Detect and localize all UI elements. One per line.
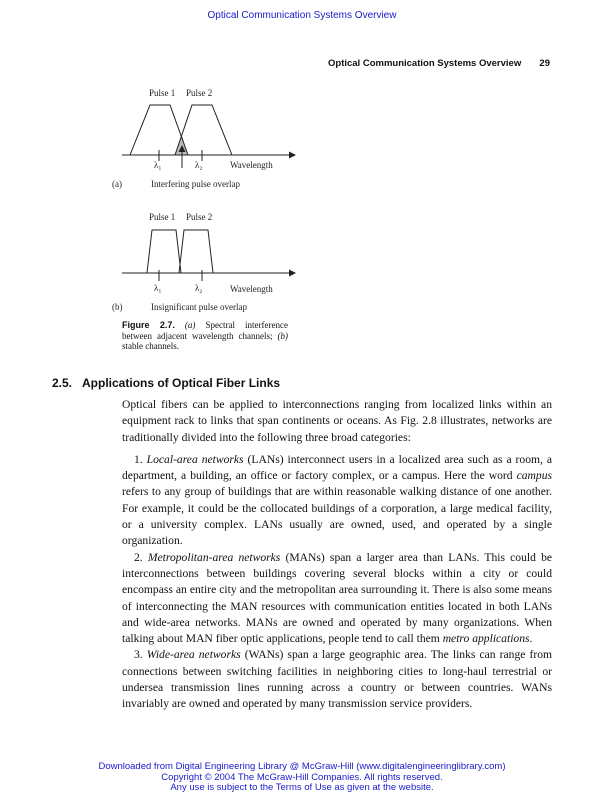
- footer-line-3[interactable]: Any use is subject to the Terms of Use as given at the website.: [170, 782, 434, 793]
- body-text: [122, 397, 552, 713]
- p3-text-a: (WANs) span a large geographic area. The links can range from connections between switching facilities in neighboring cities to long-haul terrestrial or undersea transmission lines running across a country or between countries. WANs invariably are owned and operated by many transmission service providers.: [122, 648, 553, 711]
- figure-caption: [122, 320, 288, 352]
- p1-text-b: refers to any group of buildings that are within reasonable walking distance of one another. For example, it could be the collocated buildings of a corporation, a large medical facility, or a university complex. LANs usually are owned, used, and operated by a single organization.: [122, 485, 552, 548]
- running-head-title: Optical Communication Systems Overview: [328, 58, 522, 69]
- p2-text-b: .: [529, 632, 533, 646]
- panel-a-sublabel: Interfering pulse overlap: [151, 179, 240, 189]
- panel-b-sublabel: Insignificant pulse overlap: [151, 302, 247, 312]
- footer-line-2: Copyright © 2004 The McGraw-Hill Companies. All rights reserved.: [161, 771, 443, 783]
- section-heading: [52, 376, 280, 390]
- panel-a-lambda-1-label: λ₁: [154, 160, 162, 170]
- panel-a-pulse-1-label: Pulse 1: [149, 88, 176, 98]
- pulse-1-shape-b: [147, 230, 181, 273]
- p3-term: Wide-area networks: [146, 648, 241, 662]
- watermark-top: Optical Communication Systems Overview: [207, 10, 397, 21]
- p3-number: 3.: [134, 648, 147, 662]
- panel-a-tag: (a): [112, 179, 122, 189]
- section-number: 2.5.: [52, 376, 73, 390]
- panel-b-tag: (b): [112, 302, 123, 312]
- panel-b-axis-label: Wavelength: [230, 284, 273, 294]
- page-number: 29: [539, 58, 550, 69]
- panel-b-lambda-1-label: λ₁: [154, 283, 162, 293]
- p1-number: 1.: [134, 452, 147, 466]
- p1-campus: campus: [516, 469, 552, 483]
- panel-b-graphic: [122, 230, 295, 281]
- p2-metro: metro applications: [442, 632, 530, 646]
- panel-a-pulse-2-label: Pulse 2: [186, 88, 213, 98]
- caption-a-tag: (a): [184, 320, 196, 330]
- caption-part-2: stable channels.: [122, 341, 179, 351]
- intro-paragraph: Optical fibers can be applied to interconnections ranging from localized links within an equipment rack to links that span continents or oceans. As Fig. 2.8 illustrates, networks are traditionally divided into the following three broad categories:: [122, 398, 552, 444]
- caption-b-tag: (b): [277, 330, 288, 341]
- paragraph-man: [122, 550, 552, 648]
- panel-a-graphic: [122, 105, 295, 168]
- panel-b-lambda-2-label: λ₂: [195, 283, 203, 293]
- caption-part-1: Spectral interference between adjacent wavelength channels;: [122, 320, 289, 341]
- p1-text-a: (LANs) interconnect users in a localized area such as a room, a department, a building, an office or factory complex, or a campus. Here the word: [122, 452, 553, 483]
- footer-line-1[interactable]: Downloaded from Digital Engineering Library @ McGraw-Hill (www.digitalengineeringlibrary.com): [98, 761, 506, 772]
- paragraph-wan: [122, 647, 552, 712]
- p1-term: Local-area networks: [146, 452, 244, 466]
- p2-text-a: (MANs) span a larger area than LANs. This could be interconnections between buildings covering several blocks within a city or could encompass an entire city and the metropolitan area surrounding it. There is also some means of interconnecting the MAN resources with communication entities located in both LANs and wide-area networks. MANs are owned and operated by many organizations. When talking about MAN fiber optic applications, people tend to call them: [122, 550, 553, 646]
- running-head: [328, 58, 550, 69]
- panel-a-axis-label: Wavelength: [230, 160, 273, 170]
- section-title: Applications of Optical Fiber Links: [82, 376, 281, 390]
- panel-b-pulse-1-label: Pulse 1: [149, 212, 176, 222]
- footer: [0, 762, 604, 794]
- p2-number: 2.: [134, 550, 148, 564]
- panel-a-lambda-2-label: λ₂: [195, 160, 203, 170]
- panel-b-pulse-2-label: Pulse 2: [186, 212, 213, 222]
- caption-number: Figure 2.7.: [122, 320, 175, 330]
- p2-term: Metropolitan-area networks: [147, 550, 281, 564]
- pulse-2-shape-b: [179, 230, 213, 273]
- figure-drawing: [112, 80, 302, 320]
- figure-2-7: [112, 80, 302, 320]
- paragraph-lan: [122, 452, 552, 550]
